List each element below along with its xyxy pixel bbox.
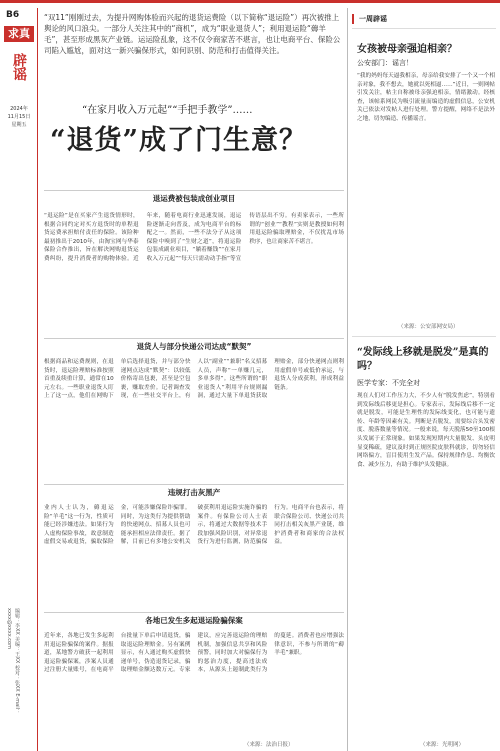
right-separator-2 [352, 336, 496, 337]
page-sidebar [0, 8, 38, 751]
rumor-credit-1: （来源：公安部网安局） [398, 324, 459, 330]
rumor-credit-2: （来源：光明网） [420, 742, 465, 748]
section-title: 辟谣 [11, 53, 27, 81]
section-body-1: “退运险”是在买家产生退货情形时，根据合同约定对买方退货时的单程退货运费承担赔付责任的保险。该险种最初推出于2010年，由淘宝网与华泰保险合作推出，旨在解决网购退货运费纠纷，提升消费者的购物体验。近年来，随着电商行业迅速发展，退运险逐渐走向普及，成为电商平台的标配之一。然而，一些不法分子从这项保险中嗅到了“生财之道”，将退运险包装成副业项目，“躺着赚钱”“在家月收入万元起”“每天只需动动手指”等宣传语层出不穷。有卖家表示，一些所谓的“创业”“教程”实则是教授如何利用退运险骗取理赔金，不仅扰乱市场秩序，也让商家苦不堪言。 [44, 213, 344, 262]
column-divider [347, 8, 348, 751]
section-body-2: 根据商品和运费规则，在退货时，退运险理赔标准按照首重及续重计算，通常在10元左右。一些职业退货人盯上了这一点，他们在网购下单后选择退货，并与部分快递网点达成“默契”：以较低价格寄出包裹，甚至是空包裹，赚取差价。记者调查发现，在一些社交平台上，有人以“副业”“兼职”名义招募人员，声称“一单赚几元，多单多得”。这些所谓的“职业退货人”利用平台规则漏洞，通过大量下单退货获取理赔金，部分快递网点则利用虚假单号或低价承运，与退货人分成获利，形成利益链条。 [44, 359, 344, 400]
section-heading-4: 各地已发生多起退运险骗保案 [44, 612, 344, 627]
right-column-tag: 一周辟谣 [352, 14, 387, 24]
section-heading-1: 退运费被包装成创业项目 [44, 190, 344, 205]
rumor-verdict-2: 医学专家：不完全对 [357, 379, 420, 387]
issue-weekday: 星期五 [11, 122, 27, 128]
section-body-4: 近年来，各地已发生多起利用退运险骗保的案件。据报道，某地警方破获一起利用退运险骗保案，涉案人员通过注册大量账号，在电商平台批量下单后申请退货，骗取退运险理赔金。另有案例显示，有人通过购买虚假快递单号，伪造退货记录，骗取理赔金额达数万元。专家建议，应完善退运险的理赔机制，加强信息共享和风险预警，同时加大对骗保行为的惩治力度，提高违法成本，从源头上遏制此类行为的蔓延。消费者也应增强法律意识，不参与所谓的“薅羊毛”兼职。 [44, 633, 344, 674]
section-body-3: 业内人士认为，薅退运险“羊毛”这一行为，性质可能已经涉嫌违法。如果行为人虚构保险事故，故意制造虚假交易或退货，骗取保险金，可能涉嫌保险诈骗罪。同时，为这类行为提供帮助的快递网点、招募人员也可能承担相应法律责任。据了解，目前已有多地公安机关破获利用退运险实施诈骗的案件。有保险公司人士表示，将通过大数据等技术手段加强风险识别，对异常退货行为进行监测，防范骗保行为。电商平台也表示，将联合保险公司、快递公司共同打击相关灰黑产业链，维护消费者和商家的合法权益。 [44, 505, 344, 546]
section-heading-2: 退货人与部分快递公司达成“默契” [44, 338, 344, 353]
editor-credits: 编辑：李XX 美编：王XX 校对：张XX E-mail：xxxx@xxxx.com [6, 608, 20, 714]
article-credit: （来源：法治日报） [244, 742, 294, 748]
intro-paragraph: “双11”刚刚过去，为提升网购体验而兴起的退货运费险（以下简称“退运险”）再次被推上舆论的风口浪尖。一部分人关注其中的“商机”，成为“职业退货人”；利用退运险“薅羊毛”，甚至形成黑灰产业链。运运险乱象，这不仅令商家苦不堪言，也让电商平台、保险公司陷入尴尬，面对这一新兴骗保形式，如何识别、防范和打击值得关注。 [44, 13, 341, 55]
section-heading-3: 违规打击灰黑产 [44, 484, 344, 499]
rumor-verdict-1: 公安部门：谣言！ [357, 59, 413, 67]
lead-subtitle: “在家月收入万元起”“手把手教学”…… [82, 105, 253, 116]
issue-day: 11月15日 [7, 114, 31, 120]
issue-year: 2024年 [10, 106, 28, 112]
top-rule [0, 0, 500, 3]
rumor-body-2: 现在人们对工作压力大，不少人有“脱发焦虑”，特别看到发际线后移更是担心。专家表示，发际线后移不一定就是脱发，可能是生理性的发际线变化，也可能与遗传、年龄等因素有关。判断是否脱发，需要综合头发密度、脱落数量等情况。一般来说，每天脱落50至100根头发属于正常现象。如果发现短期内大量脱发、头皮明显变稀疏，建议及时到正规医院皮肤科就诊，切勿轻信网络偏方，盲目使用生发产品。保持规律作息、均衡饮食、减少压力，有助于维护头发健康。 [357, 393, 495, 468]
page-number: B6 [6, 10, 20, 20]
right-separator-1 [352, 28, 496, 29]
rumor-title-2: “发际线上移就是脱发”是真的吗？ [357, 347, 489, 372]
rumor-body-1: “我的妈妈每天逼我相亲，母亲给我安排了一个又一个相亲对象，我不想去，她就以死相逼……”近日，一则网帖引发关注，帖主自称被母亲强迫相亲，情绪激动。经核查，该帖系网民为吸引流量而编造的虚假信息，公安机关已依法对发帖人进行处理。警方提醒，网络不是法外之地，切勿编造、传播谣言。 [357, 73, 495, 122]
rumor-title-1: 女孩被母亲强迫相亲？ [357, 44, 457, 55]
lead-title: “退货”成了门生意？ [50, 125, 308, 156]
section-tag: 求真 [4, 26, 34, 42]
